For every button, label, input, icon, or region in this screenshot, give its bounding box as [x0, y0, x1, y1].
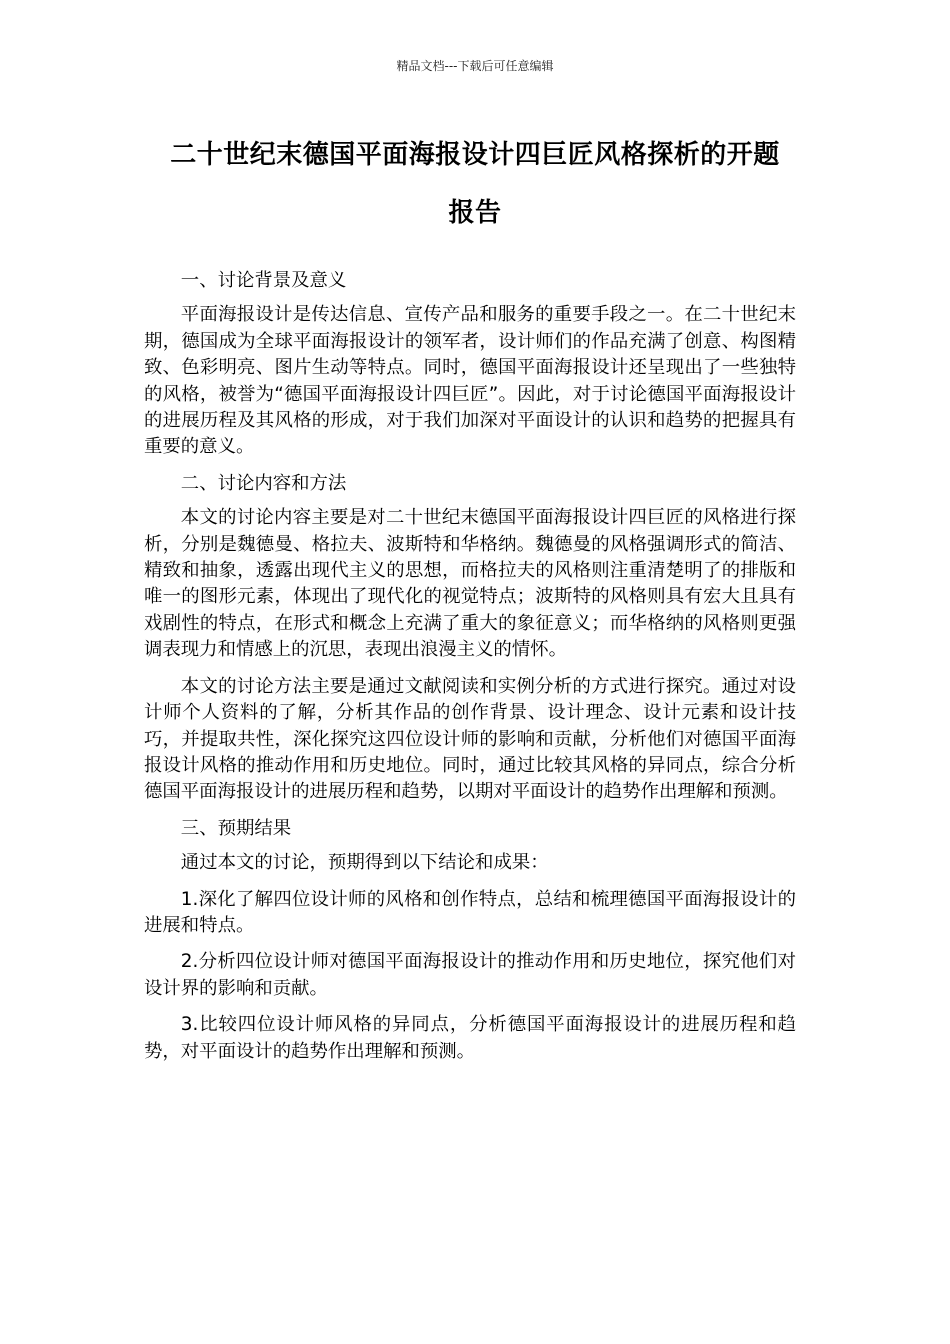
paragraph-background: 平面海报设计是传达信息、宣传产品和服务的重要手段之一。在二十世纪末期，德国成为全球平面海报设计的领军者，设计师们的作品充满了创意、构图精致、色彩明亮、图片生动等特点。同时，德国平面海报设计还呈现出了一些独特的风格，被誉为“德国平面海报设计四巨匠”。因此，对于讨论德国平面海报设计的进展历程及其风格的形成，对于我们加深对平面设计的认识和趋势的把握具有重要的意义。 — [144, 304, 796, 458]
list-item-result-3: 3.比较四位设计师风格的异同点，分析德国平面海报设计的进展历程和趋势，对平面设计的趋势作出理解和预测。 — [144, 1014, 796, 1062]
document-title-line-1: 二十世纪末德国平面海报设计四巨匠风格探析的开题 — [170, 140, 780, 170]
section-heading-expected-results: 三、预期结果 — [180, 817, 292, 839]
paragraph-method: 本文的讨论方法主要是通过文献阅读和实例分析的方式进行探究。通过对设计师个人资料的了解，分析其作品的创作背景、设计理念、设计元素和设计技巧，并提取共性，深化探究这四位设计师的影响和贡献，分析他们对德国平面海报设计风格的推动作用和历史地位。同时，通过比较其风格的异同点，综合分析德国平面海报设计的进展历程和趋势，以期对平面设计的趋势作出理解和预测。 — [144, 675, 796, 803]
paragraph-content: 本文的讨论内容主要是对二十世纪末德国平面海报设计四巨匠的风格进行探析，分别是魏德曼、格拉夫、波斯特和华格纳。魏德曼的风格强调形式的简洁、精致和抽象，透露出现代主义的思想，而格拉夫的风格则注重清楚明了的排版和唯一的图形元素，体现出了现代化的视觉特点；波斯特的风格则具有宏大且具有戏剧性的特点，在形式和概念上充满了重大的象征意义；而华格纳的风格则更强调表现力和情感上的沉思，表现出浪漫主义的情怀。 — [144, 507, 796, 661]
header-note: 精品文档---下载后可任意编辑 — [396, 59, 554, 73]
list-item-result-2: 2.分析四位设计师对德国平面海报设计的推动作用和历史地位，探究他们对设计界的影响和贡献。 — [144, 951, 796, 999]
list-item-result-1: 1.深化了解四位设计师的风格和创作特点，总结和梳理德国平面海报设计的进展和特点。 — [144, 888, 796, 936]
document-title — [144, 126, 806, 242]
section-heading-content-method: 二、讨论内容和方法 — [180, 472, 347, 494]
section-heading-background: 一、讨论背景及意义 — [180, 270, 347, 291]
paragraph-results-intro: 通过本文的讨论，预期得到以下结论和成果： — [180, 852, 549, 874]
document-body — [144, 268, 796, 1075]
document-title-line-2: 报告 — [448, 198, 502, 228]
